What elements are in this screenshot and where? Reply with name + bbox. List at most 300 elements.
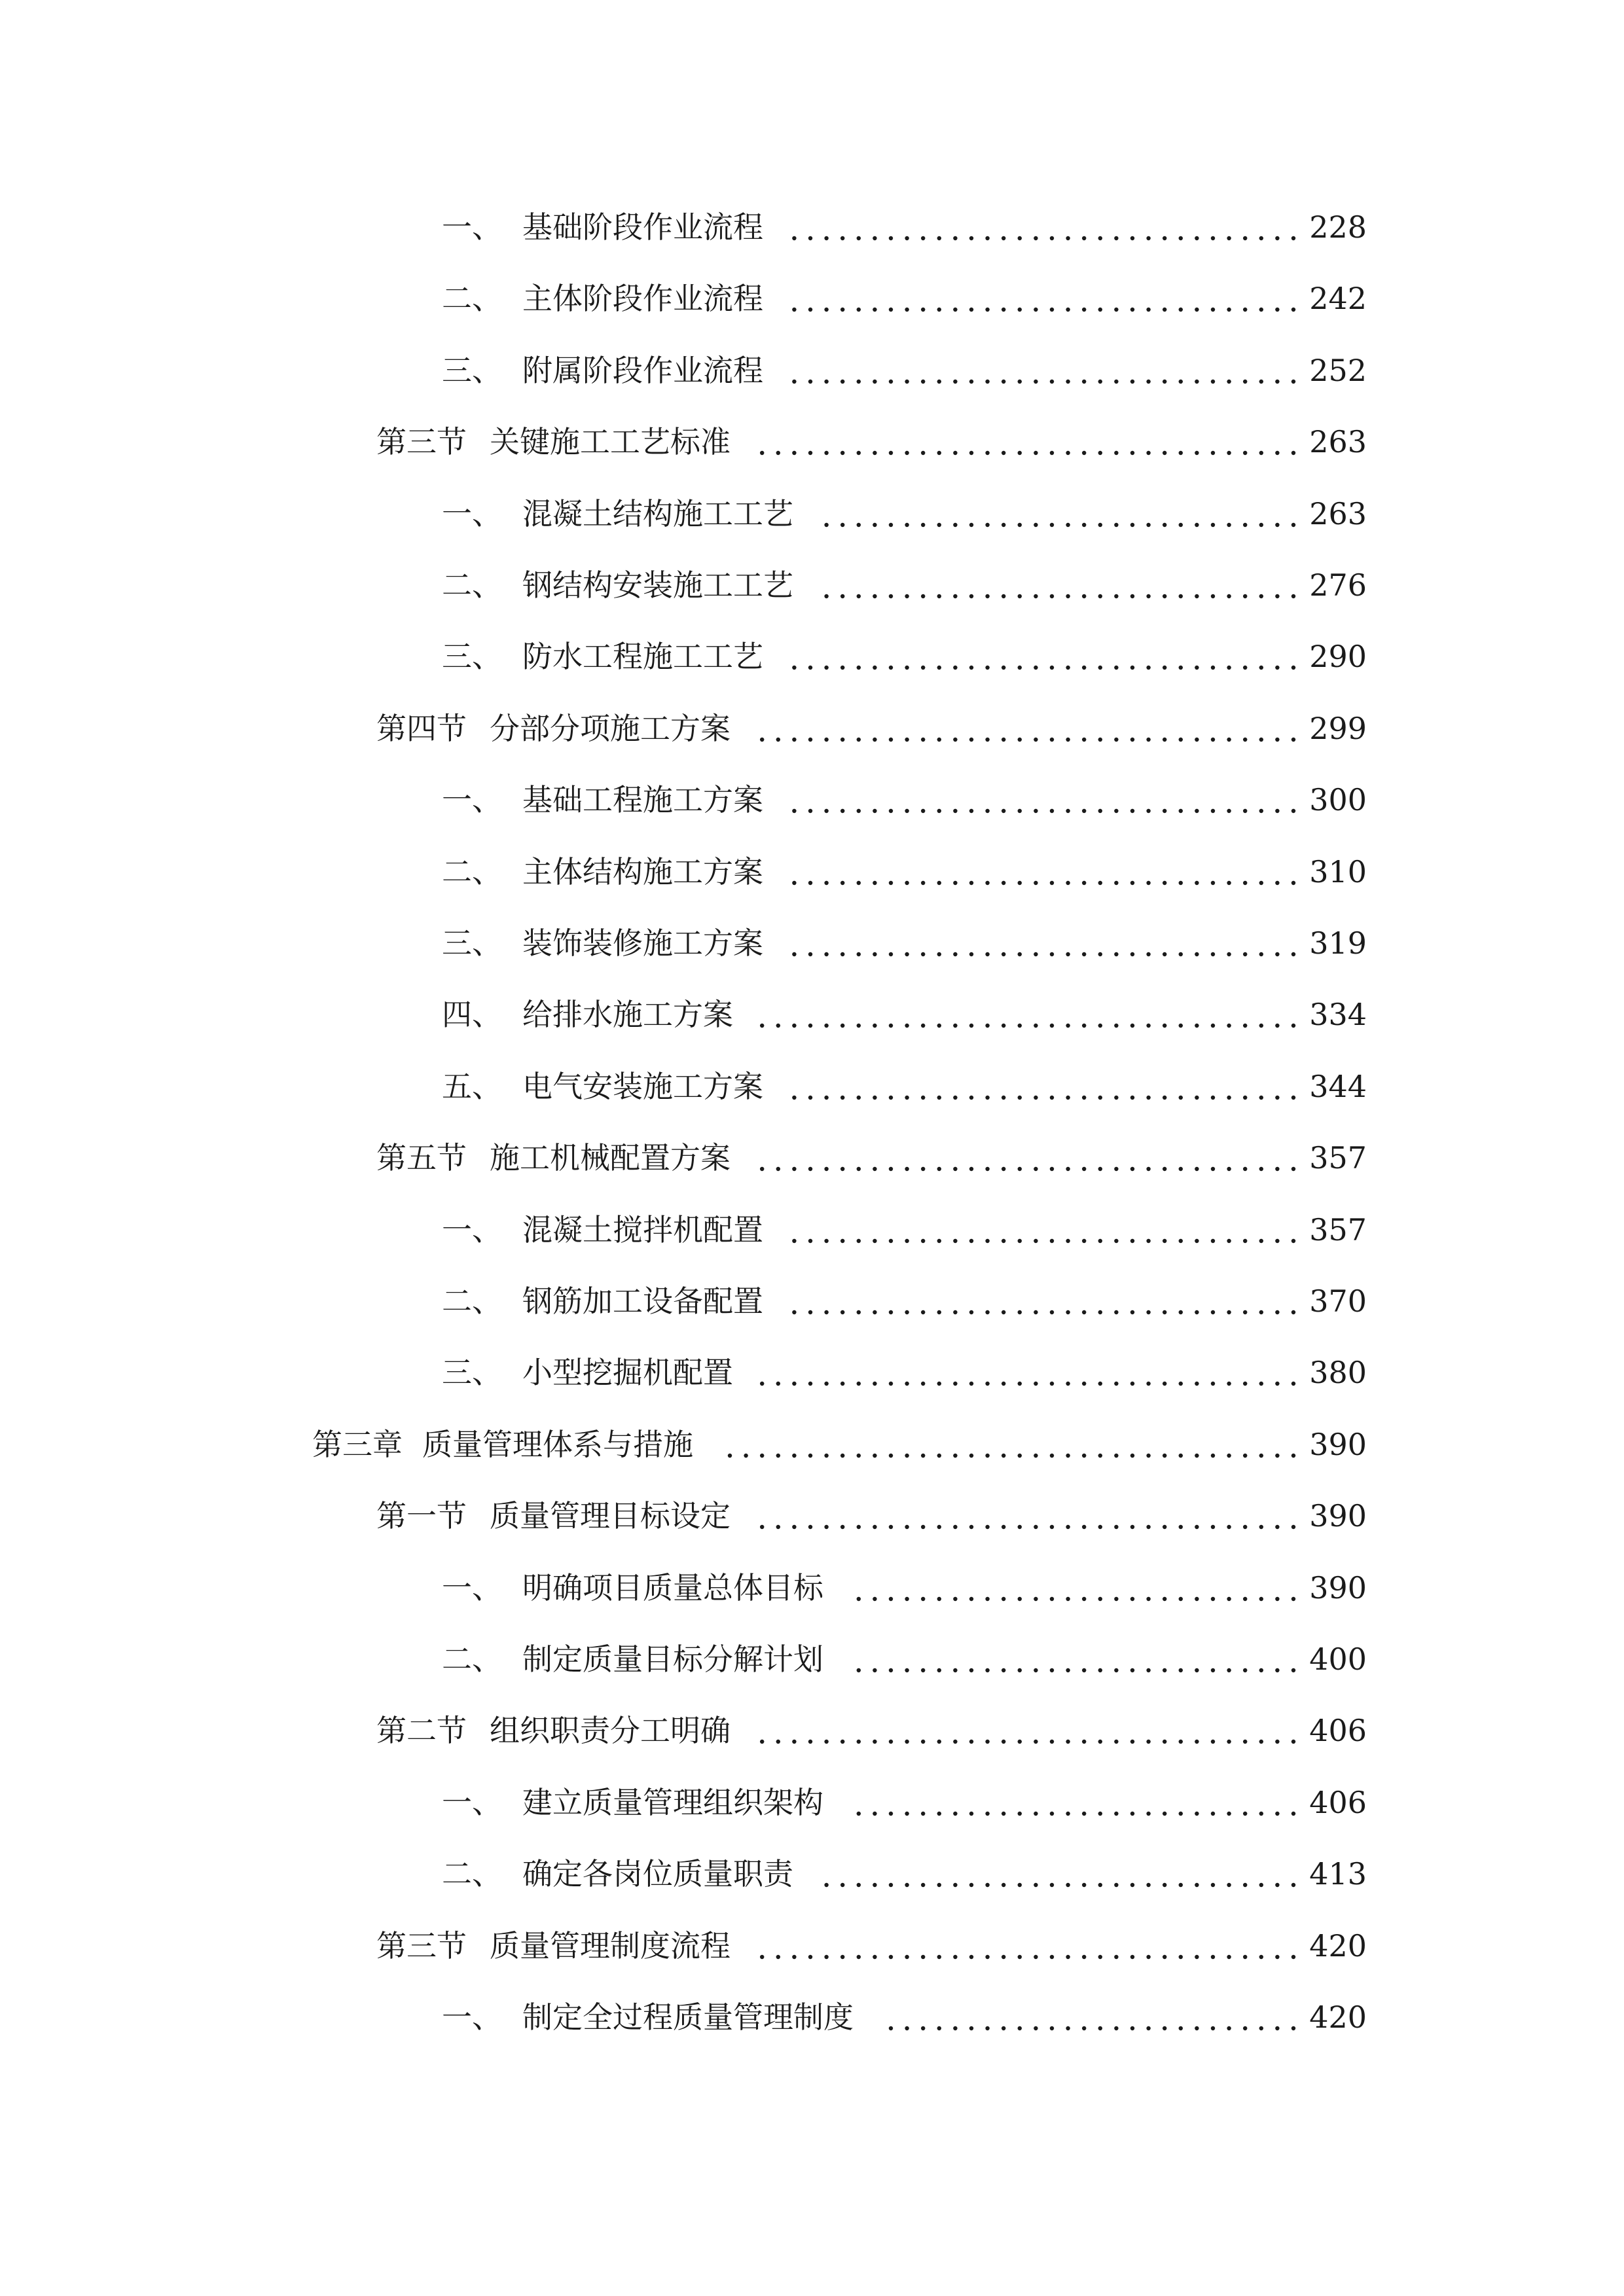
leader-dot [953, 451, 957, 455]
leader-dot [1001, 1024, 1005, 1028]
leader-dot [1130, 1883, 1134, 1887]
leader-dot [953, 380, 957, 384]
leader-dot [792, 1382, 796, 1386]
dot-leader [702, 1418, 1296, 1471]
leader-dot [1001, 522, 1005, 526]
leader-dot [1275, 1596, 1279, 1600]
leader-dot [889, 1310, 893, 1314]
dot-leader [833, 1562, 1296, 1614]
leader-dot [1050, 1668, 1054, 1672]
leader-dot [1163, 594, 1166, 598]
leader-dot [985, 1883, 989, 1887]
leader-dot [1114, 594, 1118, 598]
leader-dot [776, 1382, 780, 1386]
leader-dot [921, 1668, 925, 1672]
toc-entry-number: 一、 [442, 209, 502, 245]
leader-dot [1275, 1310, 1279, 1314]
toc-entry[interactable] [0, 1490, 1624, 1542]
dot-leader [772, 1275, 1296, 1327]
leader-dot [985, 1740, 989, 1744]
toc-entry-title: 给排水施工方案 [522, 997, 733, 1033]
leader-dot [1050, 594, 1054, 598]
leader-dot [857, 1525, 861, 1529]
leader-dot [1146, 380, 1150, 384]
leader-dot [889, 1740, 893, 1744]
toc-entry-page-number: 276 [1309, 567, 1367, 603]
leader-dot [1211, 1525, 1215, 1529]
leader-dot [1018, 666, 1022, 670]
dot-leader [803, 1848, 1296, 1900]
leader-dot [1146, 451, 1150, 455]
leader-dot [1179, 236, 1183, 240]
leader-dot [905, 451, 909, 455]
toc-entry-page-number: 242 [1309, 281, 1367, 317]
leader-dot [1179, 666, 1183, 670]
leader-dot [1066, 1454, 1070, 1458]
leader-dot [921, 1812, 925, 1816]
leader-dot [1066, 1596, 1070, 1600]
leader-dot [1066, 1883, 1070, 1887]
leader-dot [1179, 809, 1183, 813]
leader-dot [1243, 1024, 1247, 1028]
leader-dot [1114, 880, 1118, 884]
toc-entry-title: 基础阶段作业流程 [522, 209, 763, 245]
leader-dot [808, 666, 812, 670]
leader-dot [1098, 1812, 1102, 1816]
leader-dot [937, 1954, 941, 1958]
toc-entry[interactable] [0, 1418, 1624, 1471]
leader-dot [937, 1024, 941, 1028]
leader-dot [969, 952, 973, 956]
toc-entry[interactable] [0, 846, 1624, 898]
leader-dot [889, 2026, 893, 2030]
toc-entry-number: 第三节 [376, 424, 467, 460]
leader-dot [889, 1096, 893, 1100]
toc-entry-title: 电气安装施工方案 [522, 1068, 763, 1104]
leader-dot [873, 738, 876, 742]
leader-dot [1163, 880, 1166, 884]
leader-dot [1179, 1596, 1183, 1600]
leader-dot [1243, 1812, 1247, 1816]
leader-dot [792, 451, 796, 455]
leader-dot [1130, 1668, 1134, 1672]
leader-dot [1243, 380, 1247, 384]
leader-dot [1098, 1668, 1102, 1672]
leader-dot [1130, 1454, 1134, 1458]
leader-dot [1130, 809, 1134, 813]
leader-dot [953, 2026, 957, 2030]
toc-entry-number: 二、 [442, 853, 502, 889]
leader-dot [1130, 1596, 1134, 1600]
toc-entry[interactable] [0, 488, 1624, 540]
leader-dot [1227, 1596, 1231, 1600]
leader-dot [857, 1024, 861, 1028]
leader-dot [1082, 1812, 1086, 1816]
leader-dot [1050, 1883, 1054, 1887]
leader-dot [1195, 308, 1199, 312]
leader-dot [1243, 1668, 1247, 1672]
leader-dot [1275, 1238, 1279, 1242]
leader-dot [1163, 1596, 1166, 1600]
toc-entry[interactable] [0, 201, 1624, 253]
leader-dot [969, 236, 973, 240]
leader-dot [857, 522, 861, 526]
leader-dot [889, 1525, 893, 1529]
leader-dot [1130, 380, 1134, 384]
leader-dot [1259, 1454, 1263, 1458]
leader-dot [1211, 880, 1215, 884]
leader-dot [1211, 1596, 1215, 1600]
leader-dot [1082, 236, 1086, 240]
leader-dot [1179, 2026, 1183, 2030]
leader-dot [921, 809, 925, 813]
toc-entry[interactable] [0, 1848, 1624, 1900]
toc-entry[interactable] [0, 1704, 1624, 1757]
leader-dot [1082, 1024, 1086, 1028]
dot-leader [833, 1776, 1296, 1829]
leader-dot [1195, 1740, 1199, 1744]
leader-dot [760, 451, 764, 455]
leader-dot [1130, 522, 1134, 526]
leader-dot [953, 1525, 957, 1529]
toc-entry-page-number: 390 [1309, 1570, 1367, 1605]
leader-dot [921, 1167, 925, 1171]
toc-entry-title: 质量管理制度流程 [490, 1928, 731, 1964]
leader-dot [1243, 1454, 1247, 1458]
toc-entry[interactable] [0, 1920, 1624, 1972]
leader-dot [792, 1310, 796, 1314]
leader-dot [1066, 308, 1070, 312]
leader-dot [1163, 451, 1166, 455]
leader-dot [1211, 738, 1215, 742]
leader-dot [1050, 880, 1054, 884]
leader-dot [1050, 1382, 1054, 1386]
leader-dot [1195, 1238, 1199, 1242]
leader-dot [1275, 1812, 1279, 1816]
toc-entry-page-number: 310 [1309, 853, 1367, 889]
leader-dot [1211, 1740, 1215, 1744]
toc-entry[interactable] [0, 1776, 1624, 1829]
leader-dot [969, 738, 973, 742]
leader-dot [1275, 1096, 1279, 1100]
leader-dot [1179, 1310, 1183, 1314]
leader-dot [1130, 1812, 1134, 1816]
toc-entry[interactable] [0, 1275, 1624, 1327]
leader-dot [1130, 1096, 1134, 1100]
leader-dot [889, 1668, 893, 1672]
leader-dot [808, 1382, 812, 1386]
leader-dot [969, 594, 973, 598]
leader-dot [1211, 308, 1215, 312]
leader-dot [889, 522, 893, 526]
toc-entry-page-number: 344 [1309, 1068, 1367, 1104]
leader-dot [1114, 308, 1118, 312]
leader-dot [1227, 451, 1231, 455]
leader-dot [1146, 522, 1150, 526]
leader-dot [969, 1238, 973, 1242]
leader-dot [889, 1812, 893, 1816]
leader-dot [953, 952, 957, 956]
leader-dot [1163, 1167, 1166, 1171]
leader-dot [1259, 1096, 1263, 1100]
leader-dot [1227, 1954, 1231, 1958]
leader-dot [969, 809, 973, 813]
leader-dot [760, 1954, 764, 1958]
leader-dot [1066, 451, 1070, 455]
leader-dot [1098, 2026, 1102, 2030]
leader-dot [1034, 880, 1038, 884]
leader-dot [905, 880, 909, 884]
toc-entry[interactable] [0, 1633, 1624, 1685]
leader-dot [1066, 1096, 1070, 1100]
leader-dot [1082, 594, 1086, 598]
leader-dot [1018, 1454, 1022, 1458]
leader-dot [921, 1954, 925, 1958]
toc-entry-page-number: 357 [1309, 1211, 1367, 1247]
leader-dot [953, 594, 957, 598]
toc-entry-page-number: 406 [1309, 1713, 1367, 1749]
toc-entry[interactable] [0, 416, 1624, 468]
toc-entry-title: 小型挖掘机配置 [522, 1355, 733, 1391]
leader-dot [808, 1167, 812, 1171]
toc-entry[interactable] [0, 1204, 1624, 1256]
leader-dot [889, 1167, 893, 1171]
leader-dot [953, 809, 957, 813]
leader-dot [985, 952, 989, 956]
leader-dot [921, 1596, 925, 1600]
leader-dot [1146, 880, 1150, 884]
leader-dot [1243, 236, 1247, 240]
toc-entry[interactable] [0, 1132, 1624, 1184]
leader-dot [937, 236, 941, 240]
leader-dot [1243, 1382, 1247, 1386]
leader-dot [840, 1740, 844, 1744]
leader-dot [889, 1024, 893, 1028]
leader-dot [985, 236, 989, 240]
leader-dot [1034, 1382, 1038, 1386]
leader-dot [985, 1812, 989, 1816]
leader-dot [969, 2026, 973, 2030]
toc-entry[interactable] [0, 559, 1624, 611]
leader-dot [1050, 1024, 1054, 1028]
leader-dot [969, 308, 973, 312]
leader-dot [1034, 1740, 1038, 1744]
leader-dot [873, 666, 876, 670]
leader-dot [905, 1740, 909, 1744]
leader-dot [1243, 1525, 1247, 1529]
toc-entry[interactable] [0, 702, 1624, 755]
leader-dot [1114, 236, 1118, 240]
leader-dot [1163, 1382, 1166, 1386]
leader-dot [889, 1454, 893, 1458]
leader-dot [985, 1096, 989, 1100]
leader-dot [1082, 2026, 1086, 2030]
leader-dot [1098, 1954, 1102, 1958]
toc-entry-title: 建立质量管理组织架构 [522, 1784, 823, 1820]
leader-dot [857, 594, 861, 598]
toc-entry[interactable] [0, 774, 1624, 826]
leader-dot [857, 1812, 861, 1816]
leader-dot [1179, 451, 1183, 455]
leader-dot [1050, 1238, 1054, 1242]
leader-dot [1050, 1454, 1054, 1458]
leader-dot [792, 1525, 796, 1529]
leader-dot [1243, 1883, 1247, 1887]
leader-dot [1163, 380, 1166, 384]
leader-dot [1114, 1167, 1118, 1171]
leader-dot [1195, 809, 1199, 813]
leader-dot [953, 1382, 957, 1386]
leader-dot [921, 1382, 925, 1386]
leader-dot [873, 1883, 876, 1887]
toc-entry-number: 三、 [442, 1355, 502, 1391]
leader-dot [1066, 1238, 1070, 1242]
leader-dot [1259, 1740, 1263, 1744]
leader-dot [808, 1024, 812, 1028]
toc-entry[interactable] [0, 1346, 1624, 1399]
toc-entry-title: 组织职责分工明确 [490, 1713, 731, 1749]
leader-dot [873, 1740, 876, 1744]
leader-dot [1114, 1454, 1118, 1458]
toc-entry[interactable] [0, 1060, 1624, 1113]
leader-dot [1034, 1596, 1038, 1600]
leader-dot [921, 666, 925, 670]
leader-dot [953, 1096, 957, 1100]
leader-dot [921, 952, 925, 956]
leader-dot [808, 1238, 812, 1242]
leader-dot [1001, 1812, 1005, 1816]
leader-dot [1227, 522, 1231, 526]
toc-entry-title: 混凝土结构施工工艺 [522, 495, 793, 531]
leader-dot [953, 1668, 957, 1672]
leader-dot [792, 1454, 796, 1458]
leader-dot [1195, 880, 1199, 884]
toc-entry[interactable] [0, 1991, 1624, 2043]
leader-dot [1130, 451, 1134, 455]
leader-dot [1195, 1812, 1199, 1816]
leader-dot [1227, 809, 1231, 813]
dot-leader [772, 272, 1296, 325]
leader-dot [1259, 1525, 1263, 1529]
leader-dot [873, 522, 876, 526]
dot-leader [803, 559, 1296, 611]
leader-dot [857, 809, 861, 813]
leader-dot [1114, 1382, 1118, 1386]
leader-dot [1243, 738, 1247, 742]
leader-dot [1018, 1883, 1022, 1887]
leader-dot [1227, 1167, 1231, 1171]
leader-dot [905, 1310, 909, 1314]
leader-dot [1179, 380, 1183, 384]
leader-dot [1066, 1812, 1070, 1816]
leader-dot [1163, 809, 1166, 813]
leader-dot [1098, 809, 1102, 813]
leader-dot [792, 666, 796, 670]
leader-dot [1227, 236, 1231, 240]
leader-dot [1066, 666, 1070, 670]
leader-dot [969, 1740, 973, 1744]
leader-dot [905, 236, 909, 240]
leader-dot [857, 880, 861, 884]
leader-dot [1130, 1024, 1134, 1028]
leader-dot [1001, 451, 1005, 455]
leader-dot [776, 738, 780, 742]
leader-dot [1114, 1812, 1118, 1816]
leader-dot [873, 809, 876, 813]
leader-dot [1098, 1167, 1102, 1171]
leader-dot [873, 308, 876, 312]
leader-dot [1034, 236, 1038, 240]
leader-dot [1227, 1454, 1231, 1458]
leader-dot [760, 1525, 764, 1529]
leader-dot [808, 809, 812, 813]
leader-dot [824, 1525, 828, 1529]
leader-dot [985, 1310, 989, 1314]
toc-entry-page-number: 263 [1309, 424, 1367, 460]
leader-dot [1259, 451, 1263, 455]
toc-entry[interactable] [0, 272, 1624, 325]
toc-entry-number: 第四节 [376, 710, 467, 746]
toc-entry[interactable] [0, 988, 1624, 1041]
leader-dot [1018, 1096, 1022, 1100]
leader-dot [953, 1167, 957, 1171]
leader-dot [937, 1238, 941, 1242]
leader-dot [985, 1024, 989, 1028]
leader-dot [905, 1382, 909, 1386]
leader-dot [905, 1167, 909, 1171]
leader-dot [1130, 2026, 1134, 2030]
leader-dot [1259, 308, 1263, 312]
leader-dot [857, 1310, 861, 1314]
leader-dot [1146, 952, 1150, 956]
leader-dot [792, 1238, 796, 1242]
leader-dot [1130, 738, 1134, 742]
leader-dot [905, 1883, 909, 1887]
toc-entry[interactable] [0, 1562, 1624, 1614]
leader-dot [937, 451, 941, 455]
leader-dot [1098, 522, 1102, 526]
toc-entry-number: 一、 [442, 2000, 502, 2035]
leader-dot [1018, 1024, 1022, 1028]
leader-dot [1082, 952, 1086, 956]
leader-dot [1018, 809, 1022, 813]
leader-dot [1243, 451, 1247, 455]
toc-entry[interactable] [0, 630, 1624, 683]
leader-dot [937, 1454, 941, 1458]
leader-dot [840, 1883, 844, 1887]
leader-dot [1163, 1668, 1166, 1672]
leader-dot [1259, 1883, 1263, 1887]
leader-dot [1082, 1883, 1086, 1887]
leader-dot [1163, 2026, 1166, 2030]
leader-dot [824, 666, 828, 670]
toc-entry[interactable] [0, 344, 1624, 397]
toc-entry-number: 二、 [442, 281, 502, 317]
leader-dot [857, 1382, 861, 1386]
leader-dot [1211, 522, 1215, 526]
leader-dot [985, 1167, 989, 1171]
toc-entry-title: 附属阶段作业流程 [522, 352, 763, 388]
toc-entry[interactable] [0, 917, 1624, 969]
leader-dot [1130, 1382, 1134, 1386]
leader-dot [808, 308, 812, 312]
leader-dot [1275, 594, 1279, 598]
toc-entry-number: 三、 [442, 352, 502, 388]
leader-dot [969, 1096, 973, 1100]
leader-dot [1243, 1740, 1247, 1744]
leader-dot [776, 1167, 780, 1171]
leader-dot [1114, 738, 1118, 742]
